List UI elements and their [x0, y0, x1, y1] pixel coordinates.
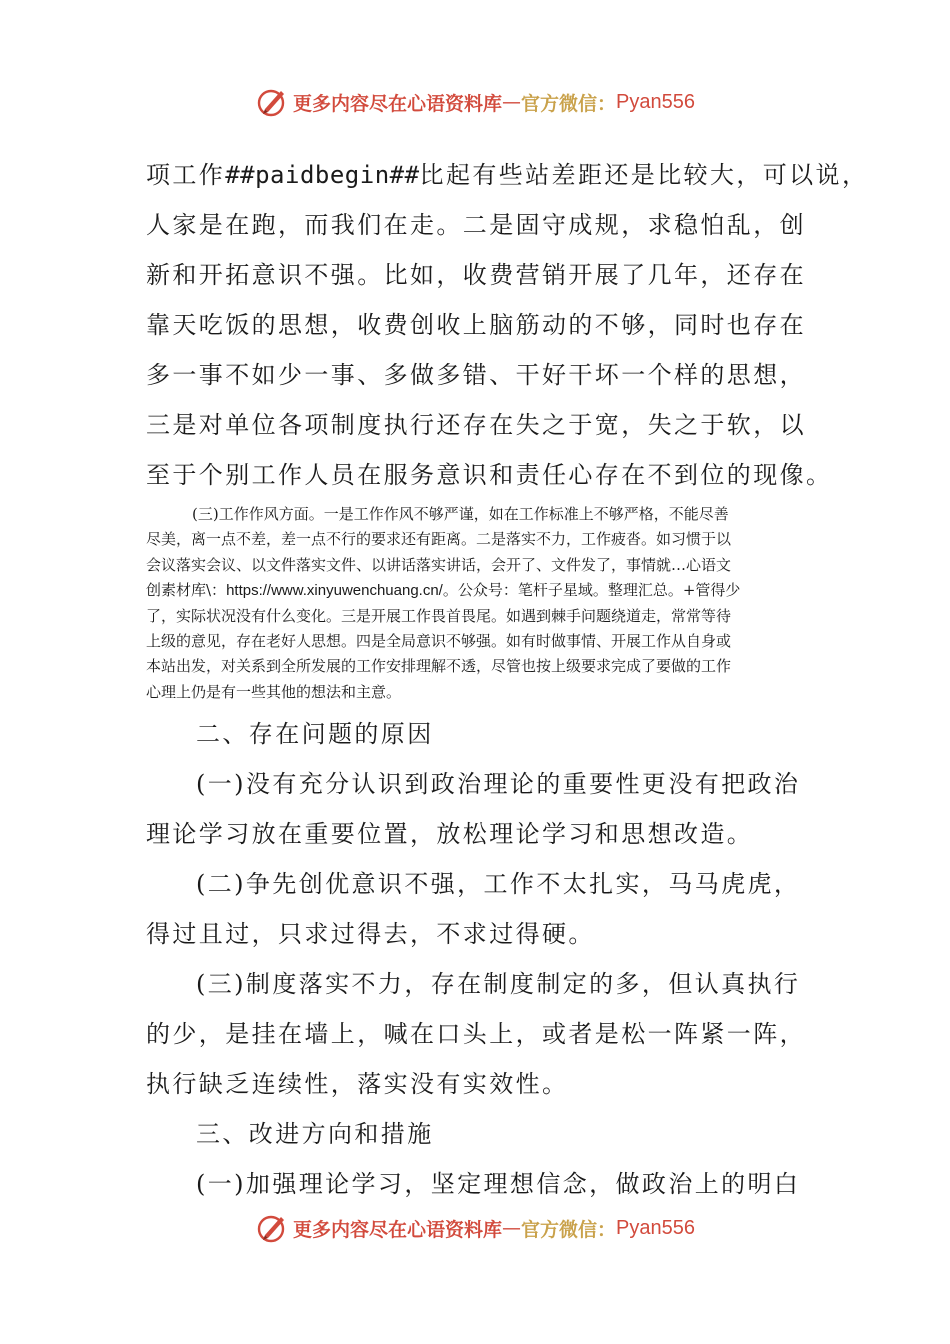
header-banner	[0, 82, 950, 122]
banner-dash: —	[502, 1217, 522, 1239]
banner-library-text: 更多内容尽在心语资料库	[293, 1218, 503, 1241]
text-line: 新和开拓意识不强。比如，收费营销开展了几年，还存在	[146, 261, 806, 289]
small-text-line: 心理上仍是有一些其他的想法和主意。	[146, 682, 402, 701]
text-line: (一)没有充分认识到政治理论的重要性更没有把政治	[196, 770, 801, 799]
text-line: 项工作##paidbegin##比起有些站差距还是比较大，可以说，	[146, 161, 869, 189]
small-text-line: 创素材库\：https://www.xinyuwenchuang.cn/。公众号：笔杆子星域。整理汇总。+管得少	[146, 581, 741, 600]
small-text-line: 了，实际状况没有什么变化。三是开展工作畏首畏尾。如遇到棘手问题绕道走，常常等待	[146, 606, 732, 625]
small-text-line: 会议落实会议、以文件落实文件、以讲话落实讲话，会开了、文件发了，事情就…心语文	[146, 555, 732, 574]
inserted-small-paragraph	[146, 502, 826, 705]
text-line: (三)制度落实不力，存在制度制定的多，但认真执行	[196, 970, 801, 999]
section-heading-2: 二、存在问题的原因	[196, 720, 434, 749]
banner-wechat-label: 官方微信：	[521, 92, 617, 115]
banner-wechat-id: Pyan556	[616, 90, 695, 113]
text-line: 执行缺乏连续性，落实没有实效性。	[146, 1070, 569, 1099]
section-heading-3: 三、改进方向和措施	[196, 1120, 434, 1149]
small-text-line: 尽美，离一点不差，差一点不行的要求还有距离。二是落实不力，工作疲沓。如习惯于以	[146, 530, 732, 549]
footer-banner	[0, 1208, 950, 1248]
text-line: 的少，是挂在墙上，喊在口头上，或者是松一阵紧一阵，	[146, 1020, 806, 1049]
text-line: 得过且过，只求过得去，不求过得硬。	[146, 920, 595, 949]
text-line: 至于个别工作人员在服务意识和责任心存在不到位的现像。	[146, 461, 833, 489]
website-link[interactable]: https://www.xinyuwenchuang.cn/	[226, 582, 443, 600]
text-line: 理论学习放在重要位置，放松理论学习和思想改造。	[146, 820, 754, 849]
small-text-line: 本站出发，对关系到全所发展的工作安排理解不透，尽管也按上级要求完成了要做的工作	[146, 657, 732, 676]
small-text-line: (三)工作作风方面。一是工作作风不够严谨，如在工作标准上不够严格，不能尽善	[192, 505, 729, 523]
document-body	[146, 150, 869, 1209]
text-line: 三是对单位各项制度执行还存在失之于宽，失之于软，以	[146, 411, 806, 439]
banner-wechat-label: 官方微信：	[521, 1218, 617, 1241]
banner-dash: —	[502, 91, 522, 113]
text-line: 人家是在跑，而我们在走。二是固守成规，求稳怕乱，创	[146, 211, 806, 239]
text-line: 多一事不如少一事、多做多错、干好干坏一个样的思想，	[146, 361, 806, 389]
pen-logo-icon	[255, 1211, 289, 1245]
banner-library-text: 更多内容尽在心语资料库	[293, 92, 503, 115]
small-text-line: 上级的意见，存在老好人思想。四是全局意识不够强。如有时做事情、开展工作从自身或	[146, 632, 732, 651]
text-line: (一)加强理论学习，坚定理想信念，做政治上的明白	[196, 1170, 801, 1199]
pen-logo-icon	[255, 85, 289, 119]
text-line: (二)争先创优意识不强，工作不太扎实，马马虎虎，	[196, 870, 801, 899]
text-line: 靠天吃饭的思想，收费创收上脑筋动的不够，同时也存在	[146, 311, 806, 339]
banner-wechat-id: Pyan556	[616, 1216, 695, 1239]
